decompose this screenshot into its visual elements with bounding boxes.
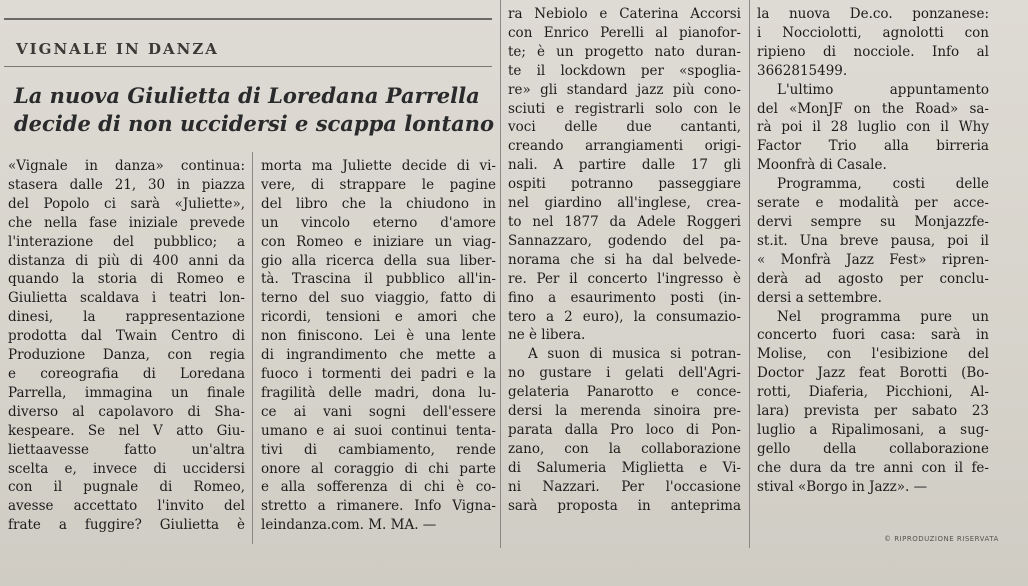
text-line: con il pugnale di Romeo, (8, 479, 245, 496)
text-line: che dura da tre anni con il fe- (757, 459, 989, 476)
text-line: la nuova De.co. ponzanese: (757, 6, 989, 22)
text-line: lara) prevista per sabato 23 (757, 403, 989, 420)
text-line: rotti, Diaferia, Picchioni, Al- (757, 384, 989, 401)
text-line: Produzione Danza, con regia (8, 347, 245, 364)
text-line: scelta e, invece di uccidersi (8, 460, 245, 477)
text-line: derà ad agosto per conclu- (757, 270, 989, 287)
text-line: ce ai vani sogni dell'essere (261, 403, 496, 420)
text-line: i Nocciolotti, agnolotti con (757, 24, 989, 41)
text-line: dersi la merenda sinoira pre- (508, 403, 741, 420)
text-line: liettaavesse fatto un'altra (8, 441, 245, 458)
text-line: sciuti e registrarli solo con le (508, 100, 741, 117)
text-line: ricordi, tensioni e amori che (261, 309, 496, 326)
top-rule (4, 18, 492, 20)
text-line: del «MonJF on the Road» sa- (757, 100, 989, 117)
article-column-3 (508, 5, 741, 515)
text-line: stretto a rimanere. Info Vigna- (261, 498, 496, 515)
text-line: A suon di musica si potran- (528, 346, 741, 363)
article-column-1 (8, 157, 245, 535)
text-line: onore al coraggio di chi parte (261, 460, 496, 477)
copyright-notice: © RIPRODUZIONE RISERVATA (884, 535, 999, 543)
text-line: te il lockdown per «spoglia- (508, 62, 741, 79)
text-line: di ingrandimento che mette a (261, 347, 496, 364)
text-line: Sannazzaro, godendo del pa- (508, 232, 741, 249)
text-line: gelateria Panarotto e conce- (508, 384, 741, 401)
text-line: Programma, costi delle (777, 176, 989, 193)
text-line: tà. Trascina il pubblico all'in- (261, 271, 496, 288)
text-line: ne è libera. (508, 327, 586, 344)
text-line: sarà proposta in anteprima (508, 497, 741, 514)
text-line: prodotta dal Twain Centro di (8, 328, 245, 345)
column-divider (749, 0, 750, 548)
text-line: fragilità delle madri, dona lu- (261, 384, 496, 401)
headline (14, 82, 494, 138)
text-line: Molise, con l'esibizione del (757, 346, 989, 363)
text-line: dervi sempre su Monjazzfe- (757, 213, 989, 230)
text-line: to nel 1877 da Adele Roggeri (508, 213, 741, 230)
text-line: terno del suo viaggio, fatto di (261, 290, 496, 307)
text-line: creando arrangiamenti origi- (508, 138, 741, 155)
text-line: fuoco i tormenti dei padri e la (261, 365, 496, 382)
text-line: avesse accettato l'invito del (8, 498, 245, 515)
text-line: e coreografia di Loredana (8, 365, 245, 382)
text-line: tivi di cambiamento, rende (261, 441, 496, 458)
text-line: ripieno di nocciole. Info al (757, 43, 989, 60)
text-line: del libro che la chiudono in (261, 195, 496, 212)
text-line: Doctor Jazz feat Borotti (Bo- (757, 365, 989, 382)
text-line: che nella fase iniziale prevede (8, 214, 245, 231)
text-line: Factor Trio alla birreria (757, 138, 989, 155)
text-line: ni Nazzari. Per l'occasione (508, 478, 741, 495)
section-rule (4, 66, 492, 67)
text-line: voci delle due cantanti, (508, 119, 741, 136)
text-line: L'ultimo appuntamento (777, 81, 989, 98)
text-line: re» gli standard jazz più cono- (508, 81, 741, 98)
text-line: nali. A partire dalle 17 gli (508, 157, 741, 174)
text-line: no gustare i gelati dell'Agri- (508, 365, 741, 382)
text-line: stasera dalle 21, 30 in piazza (8, 176, 245, 193)
text-line: 3662815499. (757, 62, 848, 79)
text-line: Parrella, immagina un finale (8, 384, 245, 401)
text-line: del Popolo ci sarà «Juliette», (8, 195, 245, 212)
text-line: concerto fuori casa: sarà in (757, 327, 989, 344)
text-line: Giulietta scaldava i teatri lon- (8, 290, 245, 307)
text-line: dersi a settembre. (757, 289, 882, 306)
text-line: re. Per il concerto l'ingresso è (508, 270, 741, 287)
text-line: Moonfrà di Casale. (757, 157, 887, 174)
text-line: te; è un progetto nato duran- (508, 43, 741, 60)
text-line: luglio a Ripalimosani, a sug- (757, 421, 989, 438)
text-line: morta ma Juliette decide di vi- (261, 158, 496, 174)
text-line: rà poi il 28 luglio con il Why (757, 119, 989, 136)
text-line: «Vignale in danza» continua: (8, 158, 245, 174)
text-line: leindanza.com. M. MA. — (261, 517, 437, 534)
headline-line-2: decide di non uccidersi e scappa lontano (14, 111, 495, 136)
text-line: e alla sofferenza di chi è co- (261, 479, 496, 496)
text-line: nel giardino all'inglese, crea- (508, 195, 741, 212)
text-line: distanza di più di 400 anni da (8, 252, 245, 269)
text-line: « Monfrà Jazz Fest» ripren- (757, 251, 989, 268)
column-divider (500, 0, 501, 548)
text-line: parata dalla Pro loco di Pon- (508, 421, 741, 438)
text-line: gio alla ricerca della sua liber- (261, 252, 496, 269)
text-line: tero a 2 euro), la consumazio- (508, 308, 741, 325)
text-line: frate a fuggire? Giulietta è (8, 517, 245, 534)
article-column-4 (757, 5, 989, 497)
text-line: umano e ai suoi continui tenta- (261, 422, 496, 439)
text-line: gello della collaborazione (757, 440, 989, 457)
text-line: ospiti potranno passeggiare (508, 176, 741, 193)
text-line: un vincolo eterno d'amore (261, 214, 496, 231)
text-line: quando la storia di Romeo e (8, 271, 245, 288)
text-line: Nel programma pure un (777, 308, 989, 325)
text-line: stival «Borgo in Jazz». — (757, 478, 928, 495)
article-column-2 (261, 157, 496, 535)
text-line: dinesi, la rappresentazione (8, 309, 245, 326)
text-line: kespeare. Se nel V atto Giu- (8, 422, 245, 439)
text-line: serate e modalità per acce- (757, 195, 989, 212)
text-line: zano, con la collaborazione (508, 440, 741, 457)
text-line: con Enrico Perelli al pianofor- (508, 24, 741, 41)
text-line: st.it. Una breve pausa, poi il (757, 232, 989, 249)
text-line: di Salumeria Miglietta e Vi- (508, 459, 741, 476)
text-line: l'interazione del pubblico; a (8, 233, 245, 250)
text-line: non finiscono. Lei è una lente (261, 328, 496, 345)
text-line: ra Nebiolo e Caterina Accorsi (508, 6, 741, 22)
headline-line-1: La nuova Giulietta di Loredana Parrella (14, 83, 480, 108)
column-divider (252, 152, 253, 544)
section-label: VIGNALE IN DANZA (16, 40, 219, 58)
text-line: vere, di strappare le pagine (261, 176, 496, 193)
text-line: norama che si ha dal belvede- (508, 251, 741, 268)
text-line: diverso al capolavoro di Sha- (8, 403, 245, 420)
text-line: con Romeo e iniziare un viag- (261, 233, 496, 250)
text-line: fino a esaurimento posti (in- (508, 289, 741, 306)
